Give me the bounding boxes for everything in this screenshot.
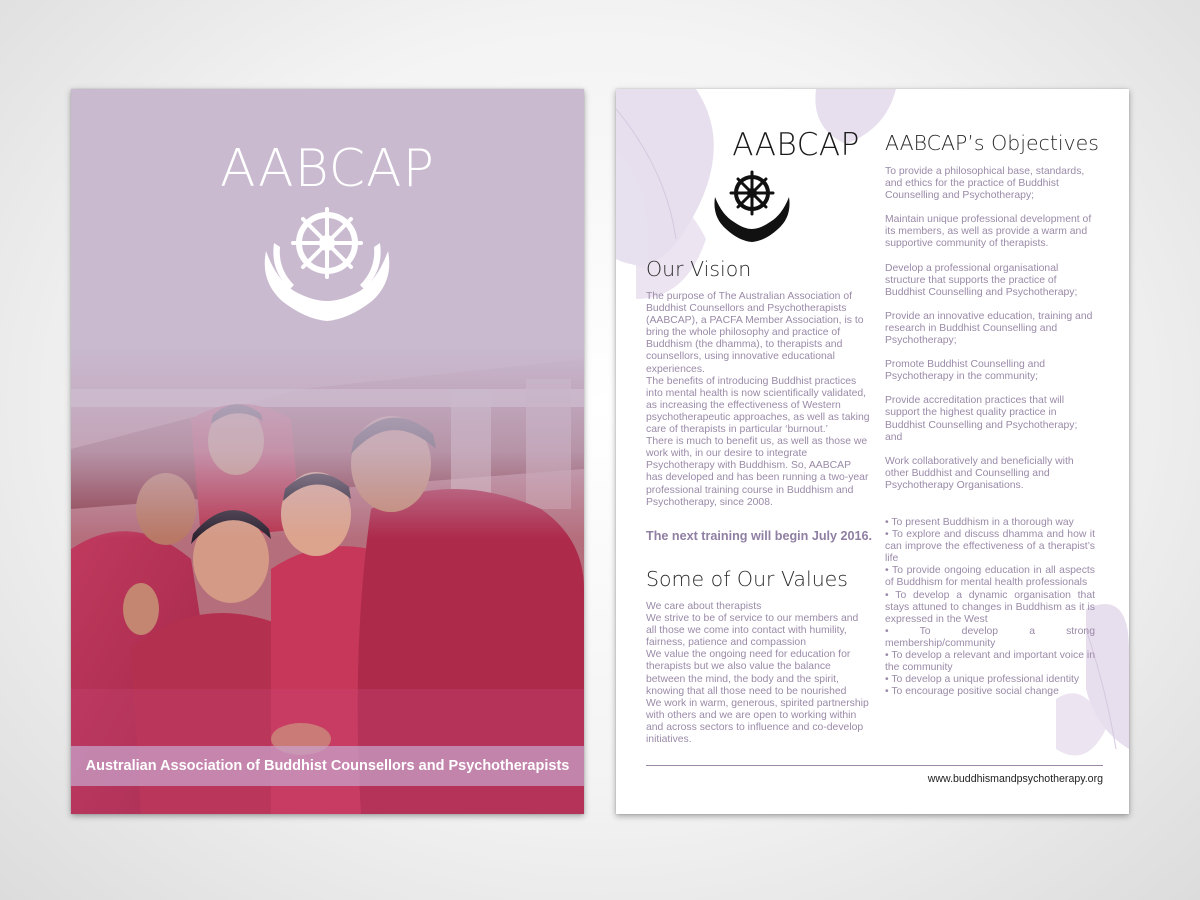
values-paragraph: We strive to be of service to our members and all those we come into contact with humility, fairness, patience and compassion <box>646 613 859 649</box>
bullet-item: • To provide ongoing education in all aspects of Buddhism for mental health professionals <box>885 565 1095 589</box>
dharma-wheel-hands-logo-icon <box>712 167 792 245</box>
objective-item: To provide a philosophical base, standards, and ethics for the practice of Buddhist Counselling and Psychotherapy; <box>885 166 1085 202</box>
vision-paragraph: The purpose of The Australian Association of Buddhist Counsellors and Psychotherapists (AABCAP), a PACFA Member Association, is to bring the whole philosophy and practice of Buddhism (the dhamma), to therapists and counsellors, using innovative educational experiences. <box>646 291 864 375</box>
objective-item: Work collaboratively and beneficially with other Buddhist and Counselling and Psychotherapy Organisations. <box>885 455 1074 491</box>
front-title: AABCAP <box>220 139 435 199</box>
objective-item: Maintain unique professional development of its members, as well as provide a warm and supportive community of therapists. <box>885 214 1092 250</box>
objective-item: Provide accreditation practices that will support the highest quality practice in Buddhist Counselling and Psychotherapy; and <box>885 395 1078 443</box>
bullet-item: • To develop a relevant and important voice in the community <box>885 650 1095 674</box>
objectives-heading: AABCAP’s Objectives <box>885 131 1099 155</box>
values-paragraph: We value the ongoing need for education for therapists but we also value the balance between the mind, the body and the spirit, knowing that all those need to be nourished <box>646 649 851 697</box>
objective-item: Develop a professional organisational structure that supports the practice of Buddhist Counselling and Psychotherapy; <box>885 262 1078 298</box>
back-title: AABCAP <box>732 127 860 163</box>
next-training-callout: The next training will begin July 2016. <box>646 529 873 543</box>
vision-heading: Our Vision <box>646 257 752 281</box>
bullet-item: • To present Buddhism in a thorough way <box>885 517 1095 529</box>
brochure-back-page <box>616 89 1129 814</box>
association-name-band: Australian Association of Buddhist Counsellors and Psychotherapists <box>71 746 584 786</box>
dharma-wheel-hands-logo-icon <box>260 201 395 326</box>
brochure-front-cover <box>71 89 584 814</box>
objectives-list <box>885 166 1095 504</box>
values-text <box>646 601 870 746</box>
vision-paragraph: The benefits of introducing Buddhist practices into mental health is now scientifically validated, as increasing the effectiveness of Western psychotherapeutic approaches, as well as taking care of therapists in particular ‘burnout.’ <box>646 375 870 436</box>
objective-item: Promote Buddhist Counselling and Psychotherapy in the community; <box>885 359 1045 383</box>
vision-text <box>646 291 870 509</box>
objective-item: Provide an innovative education, training and research in Buddhist Counselling and Psychotherapy; <box>885 310 1093 347</box>
bullet-item: • To develop a unique professional identity <box>885 674 1095 686</box>
bullet-item: • To develop a dynamic organisation that stays attuned to changes in Buddhism as it is expressed in the West <box>885 590 1095 626</box>
values-heading: Some of Our Values <box>646 567 848 591</box>
objectives-bullets <box>885 517 1095 698</box>
bullet-item: • To encourage positive social change <box>885 686 1095 698</box>
bullet-item: • To explore and discuss dhamma and how it can improve the effectiveness of a therapist’s life <box>885 529 1095 565</box>
website-link[interactable]: www.buddhismandpsychotherapy.org <box>927 773 1103 785</box>
bullet-item: • To develop a strong membership/community <box>885 626 1095 650</box>
values-paragraph: We care about therapists <box>646 601 762 612</box>
vision-paragraph: There is much to benefit us, as well as those we work with, in our desire to integrate Psychotherapy with Buddhism. So, AABCAP has developed and has been running a two-year professional training course in Buddhism and Psychotherapy, since 2008. <box>646 436 869 508</box>
footer-divider <box>646 765 1103 766</box>
values-paragraph: We work in warm, generous, spirited partnership with others and we are open to working within and across sectors to influence and co-develop initiatives. <box>646 697 869 746</box>
